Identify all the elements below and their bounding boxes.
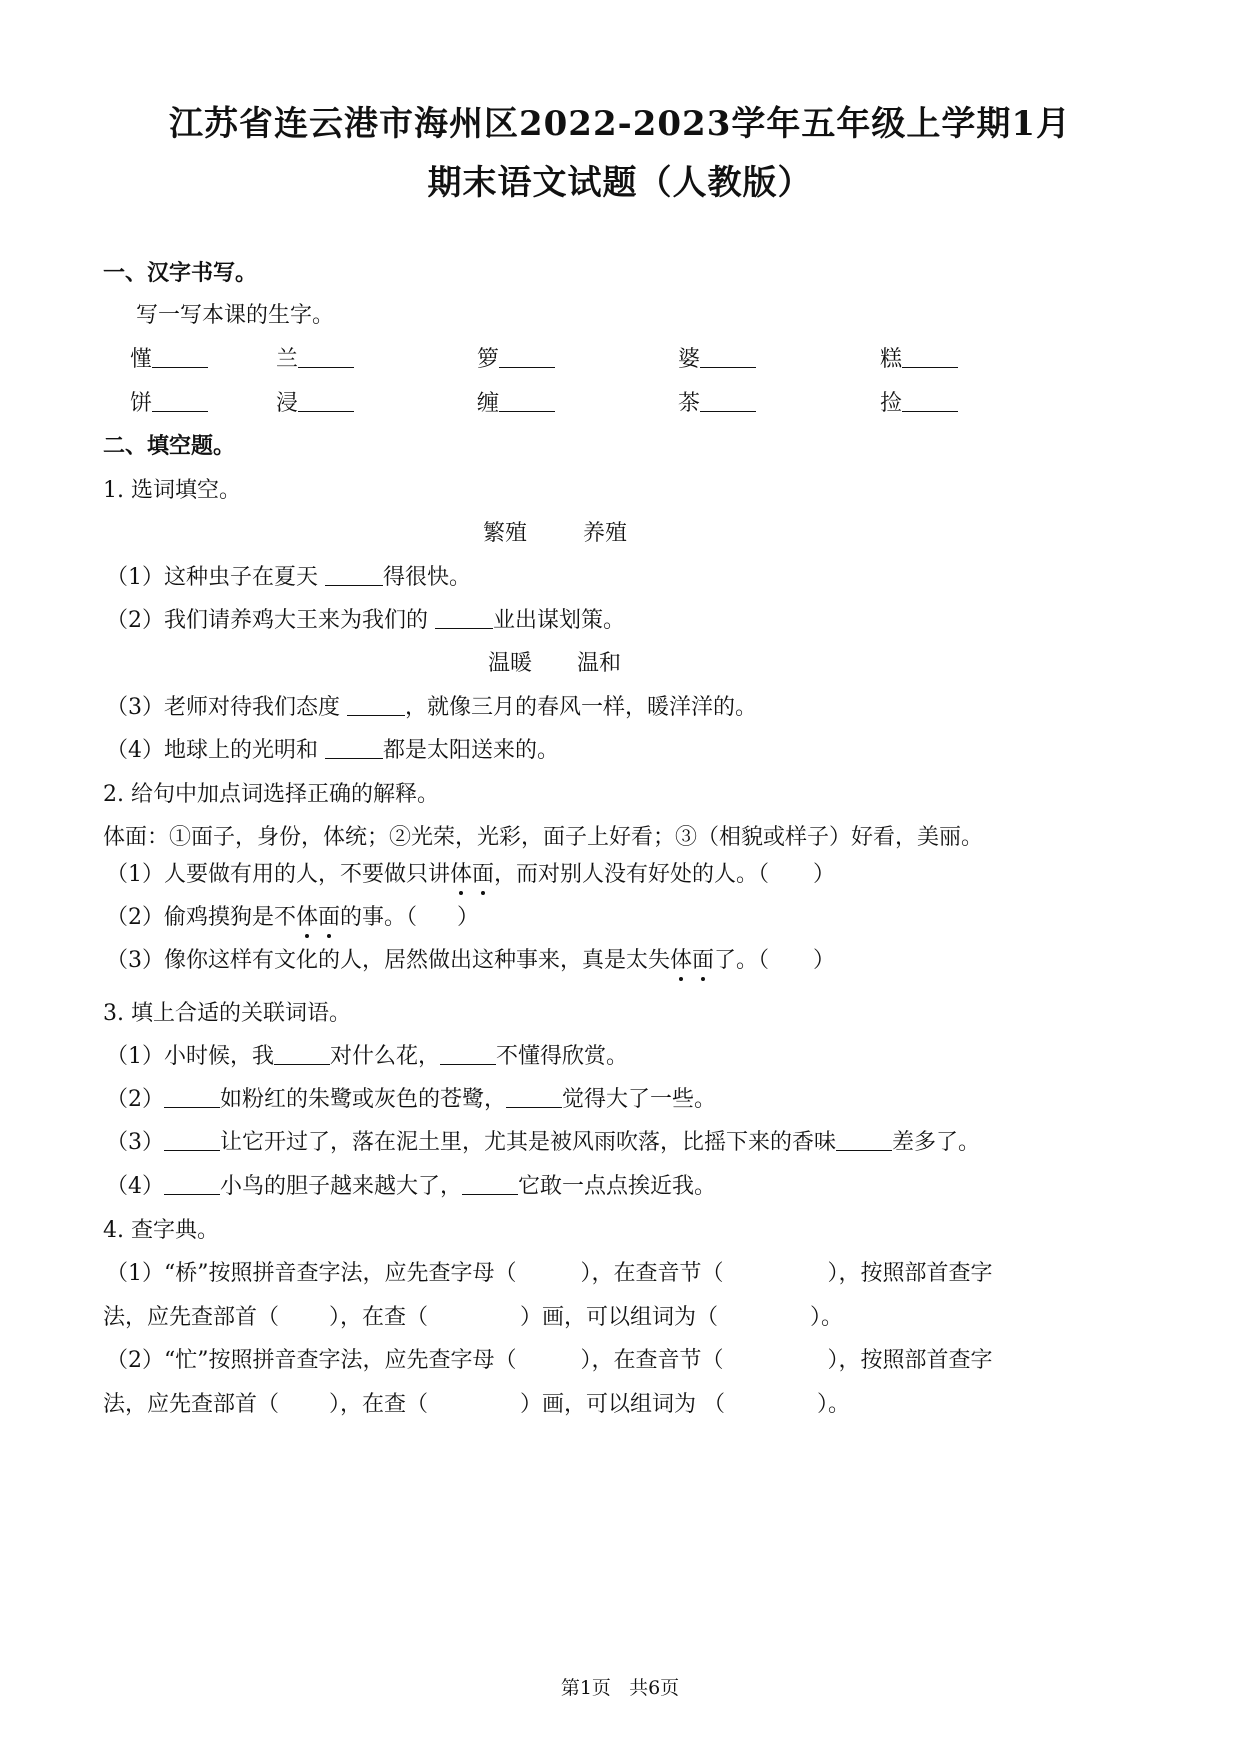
sentence-text: （1）“桥”按照拼音查字法，应先查字母（ — [106, 1261, 517, 1286]
answer-blank[interactable] — [164, 1085, 220, 1108]
dotted-char: 体 — [670, 943, 692, 974]
char-label: 慬 — [130, 347, 153, 372]
sentence-text: 差多了。 — [892, 1130, 981, 1155]
sentence-text: 法，应先查部首（ — [103, 1392, 280, 1417]
sentence-text: 都是太阳送来的。 — [383, 738, 560, 763]
char-item — [130, 386, 208, 417]
dotted-char: 体 — [296, 900, 318, 931]
dotted-char: 面 — [692, 943, 714, 974]
sentence-text: 了。（ — [714, 948, 770, 973]
answer-blank[interactable] — [700, 389, 756, 412]
char-label: 兰 — [276, 347, 299, 372]
answer-blank[interactable] — [298, 389, 354, 412]
char-item — [130, 342, 208, 373]
title-line-2: 期末语文试题（人教版） — [427, 163, 813, 203]
q3-sentence-4 — [106, 1169, 716, 1200]
answer-blank[interactable] — [152, 345, 208, 368]
sentence-text: （1）小时候，我 — [106, 1044, 274, 1069]
q1-sentence-3 — [106, 690, 757, 721]
sentence-text: （4） — [106, 1174, 164, 1199]
word-option: 养殖 — [583, 521, 628, 546]
q3-sentence-3 — [106, 1125, 980, 1156]
sentence-text: 不懂得欣赏。 — [496, 1044, 629, 1069]
q3-sentence-2 — [106, 1082, 716, 1113]
answer-blank[interactable] — [274, 1042, 330, 1065]
answer-blank[interactable] — [152, 389, 208, 412]
sentence-text: ） — [813, 862, 836, 887]
answer-blank[interactable] — [325, 736, 383, 759]
sentence-text: ，而对别人没有好处的人。（ — [494, 862, 770, 887]
answer-blank[interactable] — [298, 345, 354, 368]
char-label: 箩 — [477, 347, 500, 372]
sentence-text: （3） — [106, 1130, 164, 1155]
sentence-text: （2）偷鸡摸狗是不 — [106, 905, 296, 930]
answer-blank[interactable] — [440, 1042, 496, 1065]
sentence-text: （4）地球上的光明和 — [106, 738, 318, 763]
sentence-text: 的事。（ — [340, 905, 418, 930]
sentence-text: ），在查（ — [329, 1305, 429, 1330]
sentence-text: ），在查（ — [329, 1392, 429, 1417]
answer-blank[interactable] — [700, 345, 756, 368]
sentence-text: 对什么花， — [330, 1044, 441, 1069]
q4-sentence-2-line-1 — [106, 1343, 993, 1374]
q1-title: 1. 选词填空。 — [103, 478, 241, 503]
q4-sentence-1-line-2 — [103, 1300, 843, 1331]
char-item — [678, 342, 756, 373]
page-number: 第1页 — [560, 1677, 611, 1699]
sentence-text: ），在查音节（ — [580, 1348, 724, 1373]
answer-blank[interactable] — [506, 1085, 562, 1108]
q2-sentence-3 — [106, 943, 835, 974]
sentence-text: （2）“忙”按照拼音查字法，应先查字母（ — [106, 1348, 517, 1373]
q3-sentence-1 — [106, 1039, 628, 1070]
q4-sentence-2-line-2 — [103, 1387, 850, 1418]
q1-sentence-2 — [106, 603, 625, 634]
sentence-text: （3）像你这样有文化的人，居然做出这种事来，真是太失 — [106, 948, 670, 973]
sentence-text: （1）这种虫子在夏天 — [106, 565, 318, 590]
sentence-text: ）画，可以组词为 （ — [520, 1392, 726, 1417]
page-footer — [0, 1673, 1240, 1700]
char-label: 糕 — [880, 347, 903, 372]
word-option: 温和 — [577, 651, 622, 676]
answer-blank[interactable] — [499, 389, 555, 412]
char-item — [276, 386, 354, 417]
word-option: 温暖 — [488, 651, 533, 676]
sentence-text: ）画，可以组词为（ — [520, 1305, 719, 1330]
dotted-char: 体 — [450, 857, 472, 888]
answer-blank[interactable] — [325, 563, 383, 586]
sentence-text: ） — [813, 948, 836, 973]
section2-heading: 二、填空题。 — [103, 433, 236, 459]
sentence-text: （1）人要做有用的人，不要做只讲 — [106, 862, 450, 887]
char-item — [880, 386, 958, 417]
section1-heading: 一、汉字书写。 — [103, 260, 258, 286]
sentence-text: （3）老师对待我们态度 — [106, 695, 340, 720]
sentence-text: （2） — [106, 1087, 164, 1112]
answer-blank[interactable] — [462, 1172, 518, 1195]
q3-title: 3. 填上合适的关联词语。 — [103, 1001, 351, 1026]
dotted-char: 面 — [318, 900, 340, 931]
sentence-text: 它敢一点点挨近我。 — [518, 1174, 717, 1199]
char-label: 捡 — [880, 391, 903, 416]
sentence-text: 小鸟的胆子越来越大了， — [220, 1174, 463, 1199]
sentence-text: 让它开过了，落在泥土里，尤其是被风雨吹落，比摇下来的香味 — [220, 1130, 837, 1155]
sentence-text: 觉得大了一些。 — [562, 1087, 717, 1112]
q2-sentence-1 — [106, 857, 835, 888]
char-item — [477, 386, 555, 417]
answer-blank[interactable] — [164, 1128, 220, 1151]
char-item — [678, 386, 756, 417]
q1-sentence-4 — [106, 733, 559, 764]
sentence-text: ）。 — [810, 1305, 844, 1330]
word-option: 繁殖 — [483, 521, 528, 546]
page-total: 共6页 — [629, 1677, 680, 1699]
q2-sentence-2 — [106, 900, 479, 931]
char-label: 浸 — [276, 391, 299, 416]
sentence-text: ） — [457, 905, 480, 930]
q1-sentence-1 — [106, 560, 471, 591]
char-label: 婆 — [678, 347, 701, 372]
answer-blank[interactable] — [499, 345, 555, 368]
sentence-text: 得很快。 — [383, 565, 472, 590]
q2-title: 2. 给句中加点词选择正确的解释。 — [103, 782, 439, 807]
q4-sentence-1-line-1 — [106, 1256, 993, 1287]
sentence-text: ），在查音节（ — [580, 1261, 724, 1286]
char-item — [477, 342, 555, 373]
answer-blank[interactable] — [902, 345, 958, 368]
sentence-text: 法，应先查部首（ — [103, 1305, 280, 1330]
q4-title: 4. 查字典。 — [103, 1218, 219, 1243]
sentence-text: ，就像三月的春风一样，暖洋洋的。 — [405, 695, 758, 720]
char-label: 茶 — [678, 391, 701, 416]
sentence-text: ）。 — [817, 1392, 851, 1417]
char-label: 饼 — [130, 391, 153, 416]
sentence-text: ），按照部首查字 — [827, 1261, 993, 1286]
answer-blank[interactable] — [347, 693, 405, 716]
char-label: 缠 — [477, 391, 500, 416]
q2-definition: 体面：①面子，身份，体统；②光荣，光彩，面子上好看；③（相貌或样子）好看，美丽。 — [103, 825, 984, 850]
char-item — [276, 342, 354, 373]
title-line-1: 江苏省连云港市海州区2022-2023学年五年级上学期1月 — [168, 104, 1072, 144]
sentence-text: ），按照部首查字 — [827, 1348, 993, 1373]
answer-blank[interactable] — [164, 1172, 220, 1195]
dotted-char: 面 — [472, 857, 494, 888]
sentence-text: 如粉红的朱鹭或灰色的苍鹭， — [220, 1087, 507, 1112]
sentence-text: 业出谋划策。 — [493, 608, 626, 633]
answer-blank[interactable] — [435, 606, 493, 629]
sentence-text: （2）我们请养鸡大王来为我们的 — [106, 608, 428, 633]
char-item — [880, 342, 958, 373]
answer-blank[interactable] — [902, 389, 958, 412]
section1-instruction: 写一写本课的生字。 — [136, 303, 335, 328]
answer-blank[interactable] — [836, 1128, 892, 1151]
